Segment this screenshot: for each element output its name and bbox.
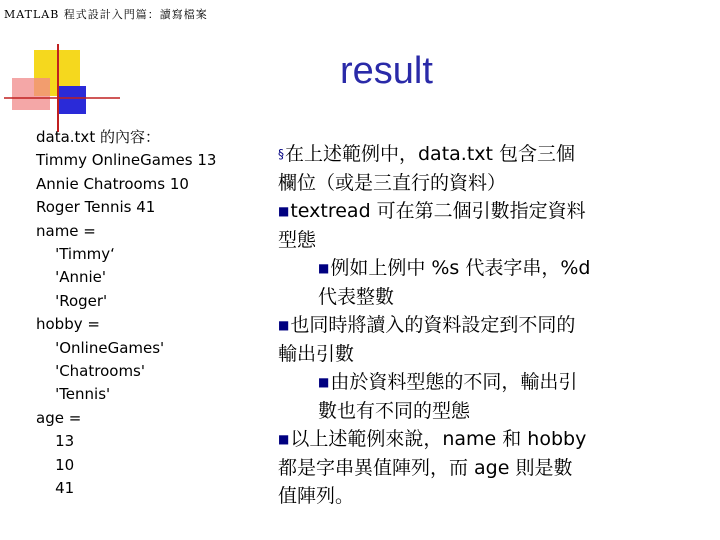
bullet-text: 例如上例中 %s 代表字串，%d	[330, 257, 591, 279]
decorative-logo	[0, 0, 120, 140]
bullet-text-continuation: 欄位（或是三直行的資料）	[278, 171, 507, 194]
code-line: 13	[36, 432, 75, 451]
slide-header: MATLAB 程式設計入門篇：讀寫檔案	[4, 8, 208, 21]
code-line: Timmy OnlineGames 13	[36, 151, 217, 170]
bullet-text-continuation: 代表整數	[318, 285, 395, 308]
sub-bullet-item	[278, 254, 673, 283]
code-line: Annie Chatrooms 10	[36, 174, 189, 193]
code-line: Roger Tennis 41	[36, 198, 156, 217]
bullet-text-continuation: 輸出引數	[278, 342, 355, 365]
bullet-marker: ■	[278, 204, 290, 218]
code-line: 'Tennis'	[36, 385, 111, 404]
code-line: 10	[36, 455, 75, 474]
bullet-item	[278, 140, 673, 169]
code-output-column	[36, 126, 256, 501]
code-line: 41	[36, 479, 75, 498]
code-line: age =	[36, 408, 82, 427]
code-line: 'OnlineGames'	[36, 338, 165, 357]
bullet-text: 在上述範例中，data.txt 包含三個	[285, 143, 576, 165]
bullet-item	[278, 197, 673, 226]
sub-bullet-item	[278, 368, 673, 397]
bullet-text-continuation: 值陣列。	[278, 485, 355, 507]
bullet-text: textread 可在第二個引數指定資料	[290, 200, 586, 222]
bullet-item	[278, 425, 673, 454]
code-line: 'Annie'	[36, 268, 106, 287]
code-line: data.txt 的內容：	[36, 128, 160, 146]
deco-red-square	[12, 78, 50, 110]
code-line: 'Timmy‘	[36, 245, 115, 264]
bullet-marker: ■	[318, 261, 330, 275]
bullet-marker: §	[278, 147, 284, 161]
bullet-text-continuation: 數也有不同的型態	[318, 399, 471, 422]
slide-title: result	[340, 50, 433, 92]
bullet-text: 也同時將讀入的資料設定到不同的	[290, 314, 576, 336]
bullet-text-continuation: 都是字串異值陣列，而 age 則是數	[278, 456, 573, 479]
code-line: name =	[36, 221, 96, 240]
code-line: 'Chatrooms'	[36, 362, 145, 381]
bullet-text-continuation: 型態	[278, 228, 317, 251]
bullet-marker: ■	[278, 318, 290, 332]
bullet-text: 由於資料型態的不同，輸出引	[330, 371, 578, 393]
deco-blue-square	[58, 86, 86, 114]
bullet-text: 以上述範例來說，name 和 hobby	[290, 428, 587, 450]
bullet-item	[278, 311, 673, 340]
code-line: 'Roger'	[36, 291, 108, 310]
bullet-marker: ■	[318, 375, 330, 389]
code-line: hobby =	[36, 315, 100, 334]
bullet-list	[278, 140, 673, 511]
bullet-marker: ■	[278, 432, 290, 446]
